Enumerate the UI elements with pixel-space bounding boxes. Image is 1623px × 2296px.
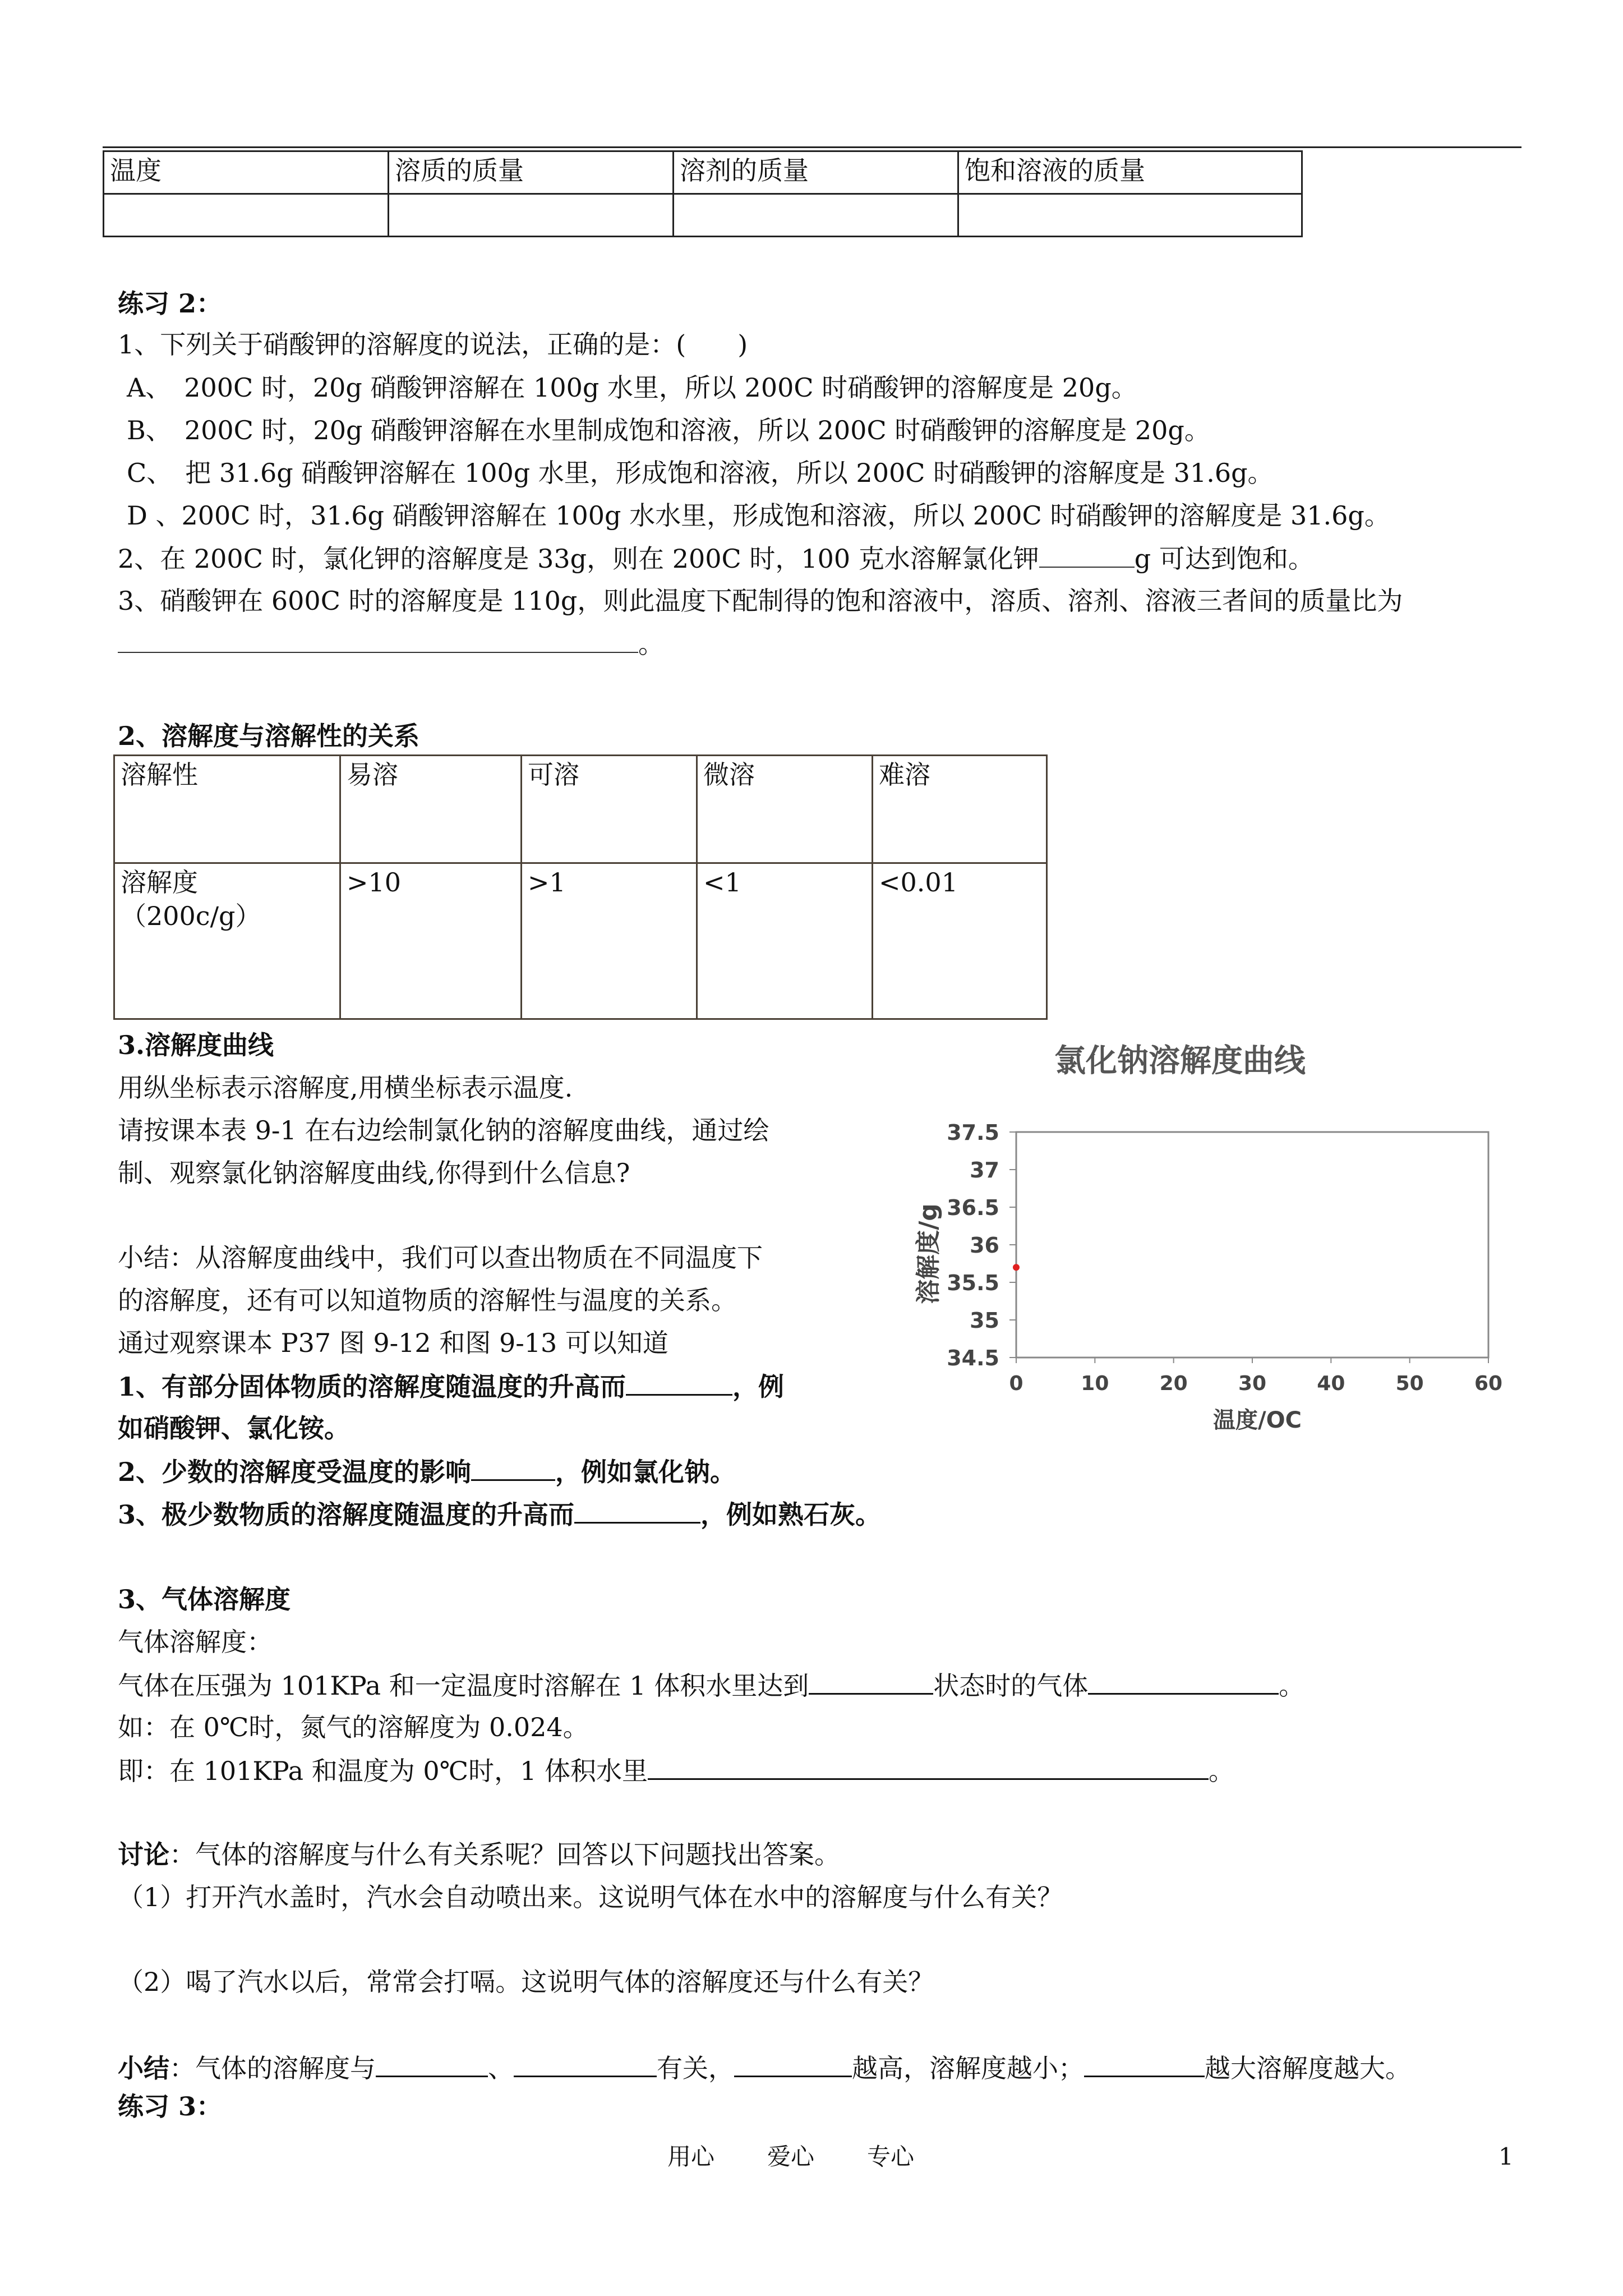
summary-text5: 越大溶解度越大。	[1205, 2053, 1411, 2083]
bullet3-tail: ，例如熟石灰。	[700, 1499, 882, 1530]
table-header-cell: 饱和溶液的质量	[958, 151, 1302, 194]
answer-blank[interactable]	[118, 627, 638, 653]
summary-text1: ：气体的溶解度与	[169, 2053, 376, 2083]
section4-line1: 气体溶解度：	[118, 1627, 273, 1657]
section3-line2: 请按课本表 9-1 在右边绘制氯化钠的溶解度曲线，通过绘	[118, 1115, 769, 1145]
data-point	[1013, 1264, 1020, 1271]
discussion-intro	[118, 1838, 840, 1872]
x-tick-label: 60	[1474, 1372, 1503, 1395]
section3-line3: 制、观察氯化钠溶解度曲线,你得到什么信息?	[118, 1158, 630, 1188]
bullet2-text: 2、少数的溶解度受温度的影响	[118, 1457, 472, 1487]
table-header-cell: 溶质的质量	[389, 151, 674, 194]
y-tick-label: 34.5	[947, 1346, 999, 1370]
table-header-cell: 温度	[104, 151, 389, 194]
bullet2-tail: ，例如氯化钠。	[555, 1457, 736, 1487]
footer-motto-3: 专心	[867, 2143, 915, 2170]
bullet1-tail: ，例	[732, 1372, 785, 1402]
table-cell	[389, 194, 674, 237]
chart-svg	[892, 1038, 1525, 1464]
y-tick-label: 36	[970, 1233, 999, 1258]
section2-title: 2、溶解度与溶解性的关系	[118, 721, 420, 751]
question2-tail: g 可达到饱和。	[1134, 544, 1314, 574]
answer-blank[interactable]	[809, 1668, 933, 1695]
temperature-mass-table	[103, 150, 1303, 237]
discussion-text: ：气体的溶解度与什么有关系呢？回答以下问题找出答案。	[169, 1839, 840, 1870]
answer-blank[interactable]	[734, 2051, 852, 2077]
exercise2-question2	[118, 542, 1314, 576]
answer-blank[interactable]	[514, 2051, 657, 2077]
exercise2-title: 练习 2：	[118, 288, 223, 319]
answer-blank[interactable]	[376, 2051, 488, 2077]
discussion-question1: （1）打开汽水盖时，汽水会自动喷出来。这说明气体在水中的溶解度与什么有关？	[118, 1882, 1063, 1912]
table-cell: >1	[522, 863, 697, 1019]
exercise2-question3: 3、硝酸钾在 600C 时的溶解度是 110g，则此温度下配制得的饱和溶液中，溶质、溶剂、溶液三者间的质量比为	[118, 586, 1403, 616]
section4-line3: 如：在 0℃时，氮气的溶解度为 0.024。	[118, 1712, 589, 1742]
line2-end: 。	[1279, 1671, 1305, 1701]
plot-area	[1016, 1132, 1488, 1358]
section3-bullet2	[118, 1455, 736, 1489]
x-tick-label: 30	[1238, 1372, 1267, 1395]
answer-blank[interactable]	[648, 1754, 1209, 1780]
y-axis-label: 溶解度/g	[914, 1203, 943, 1304]
section3-title: 3.溶解度曲线	[118, 1030, 274, 1060]
exercise2-option-a: A、 200C 时，20g 硝酸钾溶解在 100g 水里，所以 200C 时硝酸钾的溶解度是 20g。	[127, 372, 1137, 403]
summary-text3: 有关，	[657, 2053, 734, 2083]
section3-bullet1	[118, 1369, 784, 1404]
discussion-label: 讨论	[118, 1839, 169, 1870]
bullet1-text: 1、有部分固体物质的溶解度随温度的升高而	[118, 1372, 626, 1402]
solubility-unit: （200c/g）	[121, 900, 261, 931]
section4-title: 3、气体溶解度	[118, 1584, 291, 1614]
solubility-label: 溶解度	[121, 867, 198, 898]
table-header-cell: 难溶	[873, 756, 1047, 863]
bullet3-text: 3、极少数物质的溶解度随温度的升高而	[118, 1499, 575, 1530]
answer-blank[interactable]	[574, 1497, 700, 1524]
exercise2-option-b: B、 200C 时，20g 硝酸钾溶解在水里制成饱和溶液，所以 200C 时硝酸钾的溶解度是 20g。	[127, 415, 1210, 445]
y-tick-label: 36.5	[947, 1195, 999, 1220]
y-tick-label: 37	[970, 1158, 999, 1182]
x-tick-label: 10	[1081, 1372, 1109, 1395]
footer-motto-1: 用心	[667, 2143, 715, 2170]
y-axis-label-group	[914, 1203, 943, 1304]
exercise2-option-d: D 、200C 时，31.6g 硝酸钾溶解在 100g 水水里，形成饱和溶液，所以 200C 时硝酸钾的溶解度是 31.6g。	[127, 500, 1390, 531]
line4-text: 即：在 101KPa 和温度为 0℃时，1 体积水里	[118, 1756, 648, 1786]
exercise3-title: 练习 3：	[118, 2091, 223, 2122]
answer-blank[interactable]	[471, 1455, 555, 1481]
summary-label: 小结	[118, 2053, 169, 2083]
x-tick-label: 20	[1159, 1372, 1188, 1395]
table-cell	[114, 863, 340, 1019]
x-tick-label: 50	[1395, 1372, 1424, 1395]
table-cell: <0.01	[873, 863, 1047, 1019]
exercise2-question1: 1、下列关于硝酸钾的溶解度的说法，正确的是：( )	[118, 329, 748, 360]
table-cell	[674, 194, 958, 237]
table-header-cell: 溶剂的质量	[674, 151, 958, 194]
page-number: 1	[1498, 2143, 1514, 2170]
answer-blank[interactable]	[1039, 542, 1135, 568]
section3-bullet3	[118, 1497, 881, 1532]
section3-line1: 用纵坐标表示溶解度,用横坐标表示温度.	[118, 1073, 573, 1103]
summary-text4: 越高，溶解度越小；	[852, 2053, 1084, 2083]
section3-summary3: 通过观察课本 P37 图 9-12 和图 9-13 可以知道	[118, 1328, 668, 1358]
summary-text2: 、	[488, 2053, 514, 2083]
question2-text: 2、在 200C 时，氯化钾的溶解度是 33g，则在 200C 时，100 克水溶解氯化钾	[118, 544, 1039, 574]
table-cell: >10	[340, 863, 522, 1019]
table-header-cell: 易溶	[340, 756, 522, 863]
table-cell	[958, 194, 1302, 237]
solubility-class-table	[113, 754, 1048, 1020]
chart-title: 氯化钠溶解度曲线	[1054, 1043, 1306, 1079]
y-tick-label: 37.5	[947, 1120, 999, 1145]
section3-summary1: 小结：从溶解度曲线中，我们可以查出物质在不同温度下	[118, 1243, 763, 1273]
discussion-question2: （2）喝了汽水以后，常常会打嗝。这说明气体的溶解度还与什么有关？	[118, 1967, 934, 1997]
footer-motto-2: 爱心	[767, 2143, 815, 2170]
x-tick-label: 40	[1317, 1372, 1345, 1395]
table-header-cell: 溶解性	[114, 756, 340, 863]
table-cell	[104, 194, 389, 237]
section3-summary2: 的溶解度，还有可以知道物质的溶解性与温度的关系。	[118, 1285, 737, 1315]
table-cell: <1	[697, 863, 873, 1019]
gas-summary	[118, 2051, 1411, 2086]
section4-line4	[118, 1754, 1234, 1788]
answer-blank[interactable]	[1088, 1668, 1279, 1695]
exercise2-option-c: C、 把 31.6g 硝酸钾溶解在 100g 水里，形成饱和溶液，所以 200C 时硝酸钾的溶解度是 31.6g。	[127, 458, 1274, 488]
x-axis-label: 温度/OC	[1213, 1407, 1302, 1433]
y-tick-label: 35.5	[947, 1271, 999, 1295]
table-header-cell: 微溶	[697, 756, 873, 863]
x-tick-label: 0	[1009, 1372, 1023, 1395]
answer-blank[interactable]	[626, 1369, 732, 1396]
section4-line2	[118, 1668, 1304, 1703]
answer-blank[interactable]	[1084, 2051, 1205, 2077]
line4-end: 。	[1208, 1756, 1234, 1786]
question3-end: 。	[638, 629, 664, 659]
nacl-solubility-chart	[892, 1038, 1525, 1464]
section3-bullet1-line2: 如硝酸钾、氯化铵。	[118, 1413, 350, 1443]
y-tick-label: 35	[970, 1308, 999, 1333]
line2-text: 气体在压强为 101KPa 和一定温度时溶解在 1 体积水里达到	[118, 1671, 809, 1701]
table-header-cell: 可溶	[522, 756, 697, 863]
line2-mid: 状态时的气体	[933, 1671, 1089, 1701]
top-rule	[103, 146, 1521, 148]
exercise2-question3-answer	[118, 627, 664, 661]
